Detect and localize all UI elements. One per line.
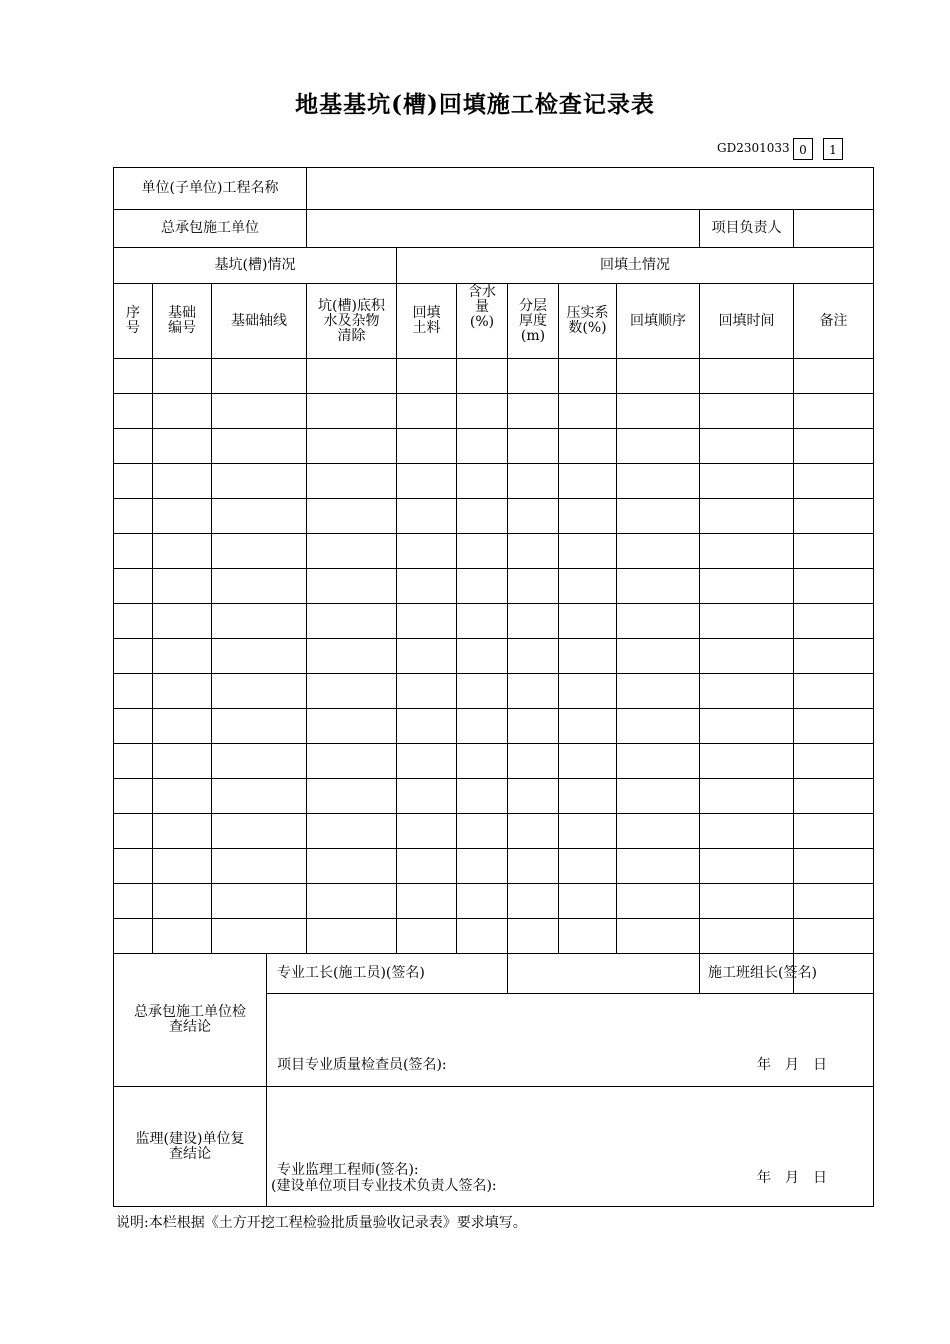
table-cell[interactable] <box>794 814 874 849</box>
table-cell[interactable] <box>307 569 397 604</box>
table-cell[interactable] <box>153 884 212 919</box>
supervisor-conclusion-area[interactable] <box>267 1087 874 1207</box>
table-cell[interactable] <box>212 674 307 709</box>
table-cell[interactable] <box>457 464 508 499</box>
foreman-signature-label: 专业工长(施工员)(签名) <box>267 954 508 994</box>
table-cell[interactable] <box>700 464 794 499</box>
contractor-field[interactable] <box>307 210 700 248</box>
table-cell[interactable] <box>700 394 794 429</box>
table-cell[interactable] <box>212 359 307 394</box>
table-cell[interactable] <box>700 429 794 464</box>
table-cell[interactable] <box>559 604 617 639</box>
table-cell[interactable] <box>307 674 397 709</box>
table-cell[interactable] <box>617 814 700 849</box>
table-cell[interactable] <box>794 604 874 639</box>
contractor-label: 总承包施工单位 <box>114 210 307 248</box>
table-cell[interactable] <box>153 569 212 604</box>
form-code: GD2301033 <box>717 141 790 155</box>
table-cell[interactable] <box>114 394 153 429</box>
table-cell[interactable] <box>307 429 397 464</box>
table-row <box>114 569 874 604</box>
team-leader-signature-label: 施工班组长(签名) <box>700 954 794 994</box>
table-cell[interactable] <box>700 709 794 744</box>
table-cell[interactable] <box>559 884 617 919</box>
table-cell[interactable] <box>397 534 457 569</box>
table-cell[interactable] <box>114 884 153 919</box>
table-cell[interactable] <box>457 569 508 604</box>
table-row <box>114 534 874 569</box>
table-cell[interactable] <box>114 919 153 954</box>
table-cell[interactable] <box>559 499 617 534</box>
table-cell[interactable] <box>114 639 153 674</box>
table-cell[interactable] <box>794 499 874 534</box>
table-cell[interactable] <box>397 849 457 884</box>
table-cell[interactable] <box>617 464 700 499</box>
table-cell[interactable] <box>212 779 307 814</box>
table-row <box>114 709 874 744</box>
table-cell[interactable] <box>700 639 794 674</box>
table-cell[interactable] <box>617 779 700 814</box>
table-cell[interactable] <box>794 639 874 674</box>
table-cell[interactable] <box>508 639 559 674</box>
table-cell[interactable] <box>397 499 457 534</box>
table-cell[interactable] <box>617 744 700 779</box>
table-cell[interactable] <box>114 429 153 464</box>
table-cell[interactable] <box>700 779 794 814</box>
table-cell[interactable] <box>617 499 700 534</box>
table-row <box>114 394 874 429</box>
table-cell[interactable] <box>397 744 457 779</box>
table-cell[interactable] <box>700 744 794 779</box>
table-cell[interactable] <box>457 604 508 639</box>
table-cell[interactable] <box>457 709 508 744</box>
table-row <box>114 674 874 709</box>
table-cell[interactable] <box>559 779 617 814</box>
table-cell[interactable] <box>397 884 457 919</box>
table-row <box>114 639 874 674</box>
table-cell[interactable] <box>397 779 457 814</box>
foreman-signature-field[interactable] <box>508 954 700 994</box>
table-cell[interactable] <box>307 814 397 849</box>
table-cell[interactable] <box>397 604 457 639</box>
table-cell[interactable] <box>114 744 153 779</box>
table-row <box>114 779 874 814</box>
table-cell[interactable] <box>700 359 794 394</box>
table-cell[interactable] <box>559 744 617 779</box>
table-cell[interactable] <box>114 359 153 394</box>
table-cell[interactable] <box>794 569 874 604</box>
table-cell[interactable] <box>508 884 559 919</box>
table-cell[interactable] <box>794 429 874 464</box>
table-cell[interactable] <box>153 709 212 744</box>
table-cell[interactable] <box>153 814 212 849</box>
inspector-signature-label: 项目专业质量检查员(签名): <box>277 1057 447 1073</box>
table-row <box>114 849 874 884</box>
table-cell[interactable] <box>114 674 153 709</box>
table-cell[interactable] <box>307 884 397 919</box>
table-cell[interactable] <box>114 464 153 499</box>
table-cell[interactable] <box>617 849 700 884</box>
table-cell[interactable] <box>397 569 457 604</box>
table-cell[interactable] <box>397 394 457 429</box>
table-cell[interactable] <box>559 394 617 429</box>
table-cell[interactable] <box>212 849 307 884</box>
table-cell[interactable] <box>212 499 307 534</box>
table-cell[interactable] <box>212 884 307 919</box>
table-cell[interactable] <box>457 394 508 429</box>
data-rows <box>114 359 874 954</box>
table-cell[interactable] <box>559 464 617 499</box>
table-cell[interactable] <box>153 394 212 429</box>
table-cell[interactable] <box>508 744 559 779</box>
table-cell[interactable] <box>212 814 307 849</box>
table-cell[interactable] <box>114 534 153 569</box>
table-cell[interactable] <box>794 884 874 919</box>
col-foundation-no: 基础编号 <box>153 284 212 359</box>
table-cell[interactable] <box>397 814 457 849</box>
code-box-2: 1 <box>823 138 843 160</box>
table-cell[interactable] <box>153 849 212 884</box>
table-cell[interactable] <box>508 814 559 849</box>
table-cell[interactable] <box>397 359 457 394</box>
manager-field[interactable] <box>794 210 874 248</box>
table-cell[interactable] <box>397 429 457 464</box>
table-cell[interactable] <box>153 779 212 814</box>
table-cell[interactable] <box>457 534 508 569</box>
table-cell[interactable] <box>508 464 559 499</box>
table-row <box>114 919 874 954</box>
table-cell[interactable] <box>559 919 617 954</box>
table-cell[interactable] <box>114 814 153 849</box>
table-cell[interactable] <box>153 499 212 534</box>
table-cell[interactable] <box>212 534 307 569</box>
table-row <box>114 814 874 849</box>
table-cell[interactable] <box>457 639 508 674</box>
code-box-1: 0 <box>793 138 813 160</box>
table-cell[interactable] <box>397 639 457 674</box>
table-cell[interactable] <box>508 779 559 814</box>
table-cell[interactable] <box>700 884 794 919</box>
table-cell[interactable] <box>700 849 794 884</box>
manager-label: 项目负责人 <box>700 210 794 248</box>
table-cell[interactable] <box>212 569 307 604</box>
table-cell[interactable] <box>114 569 153 604</box>
section-backfill-header: 回填土情况 <box>397 248 874 284</box>
table-cell[interactable] <box>457 744 508 779</box>
table-cell[interactable] <box>457 499 508 534</box>
table-cell[interactable] <box>457 674 508 709</box>
table-cell[interactable] <box>559 674 617 709</box>
table-cell[interactable] <box>212 464 307 499</box>
table-cell[interactable] <box>212 919 307 954</box>
table-cell[interactable] <box>794 709 874 744</box>
table-cell[interactable] <box>617 674 700 709</box>
contractor-conclusion-area[interactable] <box>267 994 874 1087</box>
table-cell[interactable] <box>212 604 307 639</box>
table-cell[interactable] <box>307 779 397 814</box>
table-cell[interactable] <box>307 499 397 534</box>
table-cell[interactable] <box>559 849 617 884</box>
backfill-inspection-table <box>113 167 874 1207</box>
project-name-label: 单位(子单位)工程名称 <box>114 168 307 210</box>
table-cell[interactable] <box>397 464 457 499</box>
table-cell[interactable] <box>508 674 559 709</box>
table-cell[interactable] <box>153 604 212 639</box>
table-cell[interactable] <box>617 884 700 919</box>
table-cell[interactable] <box>153 464 212 499</box>
table-row <box>114 464 874 499</box>
table-cell[interactable] <box>508 359 559 394</box>
table-cell[interactable] <box>559 639 617 674</box>
table-cell[interactable] <box>153 674 212 709</box>
table-cell[interactable] <box>508 429 559 464</box>
col-pit-cleanup: 坑(槽)底积水及杂物清除 <box>307 284 397 359</box>
table-cell[interactable] <box>307 919 397 954</box>
table-cell[interactable] <box>794 359 874 394</box>
table-cell[interactable] <box>700 534 794 569</box>
table-cell[interactable] <box>307 394 397 429</box>
table-cell[interactable] <box>617 639 700 674</box>
table-cell[interactable] <box>700 919 794 954</box>
table-cell[interactable] <box>559 709 617 744</box>
table-cell[interactable] <box>794 779 874 814</box>
project-name-field[interactable] <box>307 168 874 210</box>
form-title: 地基基坑(槽)回填施工检查记录表 <box>295 91 655 118</box>
table-cell[interactable] <box>794 674 874 709</box>
table-cell[interactable] <box>794 394 874 429</box>
table-cell[interactable] <box>212 429 307 464</box>
col-remark: 备注 <box>794 284 874 359</box>
supervisor-engineer-label: 专业监理工程师(签名): <box>277 1162 419 1178</box>
table-cell[interactable] <box>457 814 508 849</box>
col-time: 回填时间 <box>700 284 794 359</box>
table-cell[interactable] <box>617 534 700 569</box>
table-cell[interactable] <box>559 534 617 569</box>
table-cell[interactable] <box>457 919 508 954</box>
table-cell[interactable] <box>114 709 153 744</box>
table-cell[interactable] <box>794 534 874 569</box>
table-cell[interactable] <box>307 604 397 639</box>
table-cell[interactable] <box>508 394 559 429</box>
table-cell[interactable] <box>617 709 700 744</box>
table-cell[interactable] <box>700 814 794 849</box>
table-cell[interactable] <box>153 639 212 674</box>
table-cell[interactable] <box>212 639 307 674</box>
table-cell[interactable] <box>508 919 559 954</box>
table-row <box>114 359 874 394</box>
contractor-conclusion-label: 总承包施工单位检查结论 <box>114 954 267 1087</box>
footnote: 说明:本栏根据《土方开挖工程检验批质量验收记录表》要求填写。 <box>116 1215 527 1231</box>
contractor-date: 年 月 日 <box>757 1057 827 1073</box>
table-cell[interactable] <box>794 464 874 499</box>
table-cell[interactable] <box>508 604 559 639</box>
table-cell[interactable] <box>153 919 212 954</box>
table-cell[interactable] <box>508 499 559 534</box>
table-cell[interactable] <box>212 744 307 779</box>
table-cell[interactable] <box>307 639 397 674</box>
col-compaction: 压实系数(%) <box>559 284 617 359</box>
table-cell[interactable] <box>212 394 307 429</box>
table-cell[interactable] <box>700 604 794 639</box>
table-row <box>114 429 874 464</box>
table-cell[interactable] <box>397 709 457 744</box>
table-cell[interactable] <box>307 709 397 744</box>
col-material: 回填土料 <box>397 284 457 359</box>
table-cell[interactable] <box>457 884 508 919</box>
table-cell[interactable] <box>559 359 617 394</box>
col-water-content: 含水量(%) <box>457 284 508 359</box>
table-cell[interactable] <box>307 849 397 884</box>
table-cell[interactable] <box>153 744 212 779</box>
table-cell[interactable] <box>794 919 874 954</box>
table-cell[interactable] <box>397 674 457 709</box>
table-row <box>114 604 874 639</box>
table-cell[interactable] <box>307 744 397 779</box>
table-cell[interactable] <box>559 569 617 604</box>
table-cell[interactable] <box>700 674 794 709</box>
col-layer-thickness: 分层厚度(m) <box>508 284 559 359</box>
table-cell[interactable] <box>307 464 397 499</box>
table-cell[interactable] <box>397 919 457 954</box>
table-cell[interactable] <box>559 429 617 464</box>
table-cell[interactable] <box>700 569 794 604</box>
table-cell[interactable] <box>617 569 700 604</box>
table-cell[interactable] <box>508 534 559 569</box>
table-cell[interactable] <box>559 814 617 849</box>
table-cell[interactable] <box>508 569 559 604</box>
table-cell[interactable] <box>457 849 508 884</box>
table-cell[interactable] <box>617 429 700 464</box>
table-row <box>114 744 874 779</box>
supervisor-conclusion-label: 监理(建设)单位复查结论 <box>114 1087 267 1207</box>
section-pit-header: 基坑(槽)情况 <box>114 248 397 284</box>
table-cell[interactable] <box>457 779 508 814</box>
table-cell[interactable] <box>617 919 700 954</box>
table-cell[interactable] <box>114 604 153 639</box>
col-axis: 基础轴线 <box>212 284 307 359</box>
table-cell[interactable] <box>617 359 700 394</box>
col-order: 回填顺序 <box>617 284 700 359</box>
supervisor-date: 年 月 日 <box>757 1170 827 1186</box>
col-seq: 序号 <box>114 284 153 359</box>
table-cell[interactable] <box>307 534 397 569</box>
table-cell[interactable] <box>114 499 153 534</box>
table-cell[interactable] <box>153 429 212 464</box>
table-cell[interactable] <box>617 604 700 639</box>
table-cell[interactable] <box>153 359 212 394</box>
table-cell[interactable] <box>212 709 307 744</box>
table-cell[interactable] <box>114 779 153 814</box>
table-cell[interactable] <box>794 744 874 779</box>
table-cell[interactable] <box>114 849 153 884</box>
table-cell[interactable] <box>508 709 559 744</box>
table-cell[interactable] <box>794 849 874 884</box>
table-cell[interactable] <box>307 359 397 394</box>
table-cell[interactable] <box>457 359 508 394</box>
owner-tech-lead-label: (建设单位项目专业技术负责人签名): <box>271 1178 497 1194</box>
table-cell[interactable] <box>617 394 700 429</box>
table-row <box>114 499 874 534</box>
table-row <box>114 884 874 919</box>
table-cell[interactable] <box>700 499 794 534</box>
table-cell[interactable] <box>153 534 212 569</box>
table-cell[interactable] <box>457 429 508 464</box>
table-cell[interactable] <box>508 849 559 884</box>
